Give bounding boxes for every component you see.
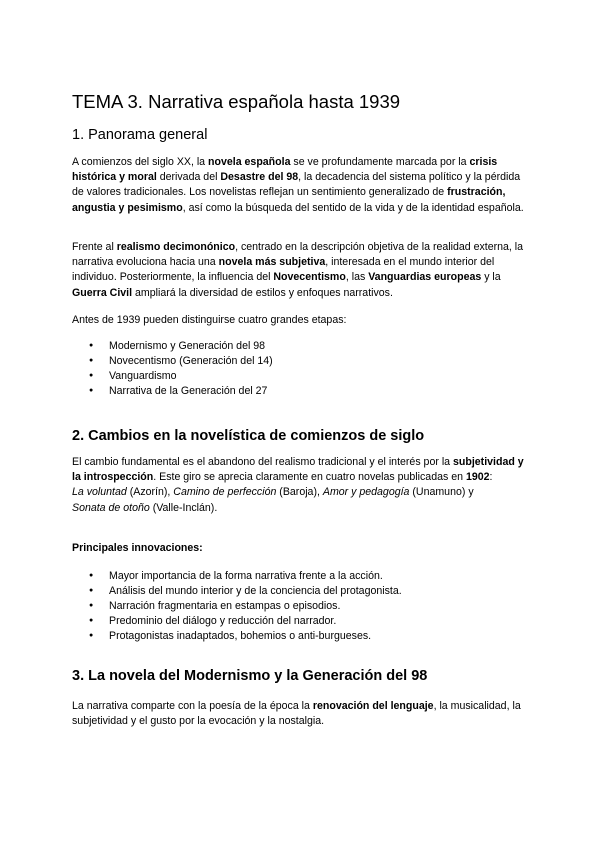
- work-title: Camino de perfección: [173, 486, 277, 499]
- section-1-paragraph-1: A comienzos del siglo XX, la novela española se ve profundamente marcada por la crisis histórica y moral derivada del Desastre del 98, la decadencia del sistema político y la pérdida de valores tradicionales. Los novelistas reflejan un sentimiento generalizado de frustración, angustia y pesimismo, así como la búsqueda del sentido de la vida y de la identidad española.: [72, 156, 524, 214]
- section-2-paragraph-1: El cambio fundamental es el abandono del realismo tradicional y el interés por la subjetividad y la introspección. Este giro se aprecia claramente en cuatro novelas publicadas en 1902: La voluntad (Azorín), Camino de perfección (Baroja), Amor y pedagogía (Unamuno) y Sonata de otoño (Valle-Inclán).: [72, 456, 524, 514]
- stages-list: [72, 339, 528, 399]
- work-title: La voluntad: [72, 486, 127, 499]
- section-2-heading: 2. Cambios en la novelística de comienzos de siglo: [72, 428, 425, 444]
- document-title: TEMA 3. Narrativa española hasta 1939: [72, 91, 401, 112]
- section-3-heading: 3. La novela del Modernismo y la Generación del 98: [72, 668, 428, 684]
- list-item: ● Protagonistas inadaptados, bohemios o anti-burgueses.: [72, 629, 528, 644]
- innovations-subheading: Principales innovaciones:: [72, 542, 203, 554]
- list-item: ● Vanguardismo: [72, 369, 528, 384]
- list-item: ● Análisis del mundo interior y de la conciencia del protagonista.: [72, 584, 528, 599]
- section-1-paragraph-2: Frente al realismo decimonónico, centrado en la descripción objetiva de la realidad externa, la narrativa evoluciona hacia una novela más subjetiva, interesada en el mundo interior del individuo. Posteriormente, la influencia del Novecentismo, las Vanguardias europeas y la Guerra Civil ampliará la diversidad de estilos y enfoques narrativos.: [72, 241, 524, 299]
- section-1-heading: 1. Panorama general: [72, 127, 208, 143]
- list-item: ● Narración fragmentaria en estampas o episodios.: [72, 599, 528, 614]
- innovations-list: [72, 569, 528, 644]
- list-item: ● Modernismo y Generación del 98: [72, 339, 528, 354]
- work-title: Amor y pedagogía: [322, 486, 410, 499]
- section-3-paragraph-1: La narrativa comparte con la poesía de la época la renovación del lenguaje, la musicalidad, la subjetividad y el gusto por la evocación y la nostalgia.: [72, 700, 521, 728]
- work-title: Sonata de otoño: [72, 501, 150, 514]
- list-item: ● Predominio del diálogo y reducción del narrador.: [72, 614, 528, 629]
- list-item: ● Mayor importancia de la forma narrativa frente a la acción.: [72, 569, 528, 584]
- section-1-paragraph-3: Antes de 1939 pueden distinguirse cuatro grandes etapas:: [72, 314, 347, 326]
- list-item: ● Narrativa de la Generación del 27: [72, 384, 528, 399]
- list-item: ● Novecentismo (Generación del 14): [72, 354, 528, 369]
